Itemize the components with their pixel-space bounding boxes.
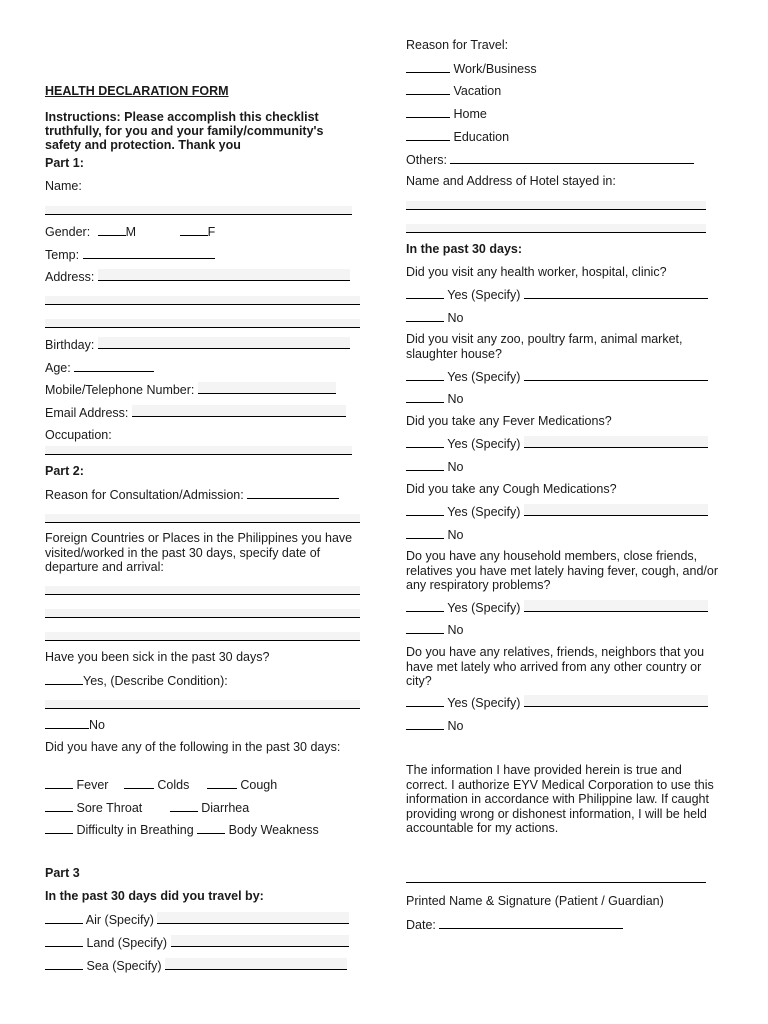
birthday-field[interactable] — [98, 337, 350, 349]
q2-yes-blank[interactable] — [406, 369, 444, 381]
q3-no-row — [406, 459, 463, 475]
education-blank[interactable] — [406, 129, 450, 141]
q-relatives: Do you have any relatives, friends, neighbors that you have met lately who arrived from any other country or city? — [406, 645, 705, 688]
q2-no-blank[interactable] — [406, 391, 444, 403]
body-weakness-label: Body Weakness — [228, 823, 319, 837]
land-label: Land (Specify) — [86, 936, 168, 950]
instructions: Instructions: Please accomplish this checklist truthfully, for you and your family/community's safety and protection. Thank you — [45, 110, 324, 152]
q-zoo: Did you visit any zoo, poultry farm, animal market, slaughter house? — [406, 332, 683, 361]
q6-no-row — [406, 718, 463, 734]
education-row — [406, 129, 509, 145]
date-label: Date: — [406, 918, 436, 932]
temp-blank[interactable] — [83, 247, 215, 259]
q6-yes-blank[interactable] — [406, 695, 444, 707]
air-blank[interactable] — [45, 912, 83, 924]
reason-field-2[interactable] — [45, 514, 360, 523]
land-blank[interactable] — [45, 935, 83, 947]
gender-male-label: M — [125, 225, 137, 239]
q6-specify-field[interactable] — [524, 695, 708, 707]
mobile-field[interactable] — [198, 382, 336, 394]
gender-row — [45, 224, 215, 240]
foreign-field-3[interactable] — [45, 632, 360, 641]
form-title: HEALTH DECLARATION FORM — [45, 84, 229, 98]
age-label: Age: — [45, 361, 71, 375]
colds-blank[interactable] — [124, 777, 154, 789]
q1-specify-blank[interactable] — [524, 287, 708, 299]
q-health-worker: Did you visit any health worker, hospital, clinic? — [406, 265, 667, 279]
gender-label: Gender: — [45, 225, 91, 239]
q4-yes-blank[interactable] — [406, 504, 444, 516]
mobile-label: Mobile/Telephone Number: — [45, 383, 195, 397]
sea-blank[interactable] — [45, 958, 83, 970]
q4-yes-row — [406, 504, 708, 520]
q3-no-label: No — [447, 460, 464, 474]
q4-no-label: No — [447, 528, 464, 542]
symptoms-row-1 — [45, 777, 277, 793]
home-blank[interactable] — [406, 106, 450, 118]
land-specify-field[interactable] — [171, 935, 349, 947]
part3-heading: Part 3 — [45, 866, 80, 880]
q5-yes-row — [406, 600, 708, 616]
sea-specify-field[interactable] — [165, 958, 347, 970]
hotel-field-1[interactable] — [406, 201, 706, 210]
air-specify-field[interactable] — [157, 912, 349, 924]
sore-throat-blank[interactable] — [45, 800, 73, 812]
sick-yes-blank[interactable] — [45, 673, 83, 685]
sick-question: Have you been sick in the past 30 days? — [45, 650, 270, 664]
q1-yes-label: Yes (Specify) — [447, 288, 521, 302]
occupation-field[interactable] — [45, 446, 352, 455]
sea-row — [45, 958, 347, 974]
declaration-text: The information I have provided herein is true and correct. I authorize EYV Medical Corporation to use this information in accordance with Philippine law. If caught providing wrong or dishonest information, I will be held accountable for my actions. — [406, 763, 714, 835]
reason-label: Reason for Consultation/Admission: — [45, 488, 244, 502]
q3-yes-label: Yes (Specify) — [447, 437, 521, 451]
email-label: Email Address: — [45, 406, 129, 420]
q6-yes-label: Yes (Specify) — [447, 696, 521, 710]
q3-specify-field[interactable] — [524, 436, 708, 448]
email-field[interactable] — [132, 405, 346, 417]
address-label: Address: — [45, 270, 95, 284]
name-label: Name: — [45, 179, 82, 193]
date-row — [406, 917, 623, 933]
home-row — [406, 106, 487, 122]
q5-yes-label: Yes (Specify) — [447, 601, 521, 615]
reason-blank[interactable] — [247, 487, 339, 499]
name-field[interactable] — [45, 206, 352, 215]
vacation-row — [406, 83, 501, 99]
gender-female-blank[interactable] — [180, 224, 208, 236]
vacation-blank[interactable] — [406, 83, 450, 95]
q6-no-blank[interactable] — [406, 718, 444, 730]
sick-yes-row — [45, 673, 228, 689]
difficulty-blank[interactable] — [45, 822, 73, 834]
email-row — [45, 405, 346, 421]
signature-line[interactable] — [406, 874, 706, 883]
date-blank[interactable] — [439, 917, 623, 929]
work-label: Work/Business — [453, 62, 537, 76]
q2-specify-blank[interactable] — [524, 369, 708, 381]
age-row — [45, 360, 154, 376]
q5-no-label: No — [447, 623, 464, 637]
cough-label: Cough — [240, 778, 278, 792]
sick-no-label: No — [89, 718, 105, 732]
q1-yes-blank[interactable] — [406, 287, 444, 299]
q-cough-meds: Did you take any Cough Medications? — [406, 482, 617, 496]
q-household: Do you have any household members, close friends, relatives you have met lately having fever, cough, and/or any respiratory problems? — [406, 549, 718, 592]
q2-no-label: No — [447, 392, 464, 406]
education-label: Education — [453, 130, 510, 144]
foreign-field-1[interactable] — [45, 586, 360, 595]
q4-no-row — [406, 527, 463, 543]
symptoms-row-2 — [45, 800, 249, 816]
others-row — [406, 152, 694, 168]
symptoms-row-3 — [45, 822, 319, 838]
temp-label: Temp: — [45, 248, 80, 262]
age-blank[interactable] — [74, 360, 154, 372]
address-row — [45, 269, 350, 285]
q2-no-row — [406, 391, 463, 407]
home-label: Home — [453, 107, 487, 121]
diarrhea-label: Diarrhea — [201, 801, 250, 815]
q4-no-blank[interactable] — [406, 527, 444, 539]
q-fever-meds: Did you take any Fever Medications? — [406, 414, 612, 428]
part2-heading: Part 2: — [45, 464, 84, 478]
part1-heading: Part 1: — [45, 156, 84, 170]
hotel-field-2[interactable] — [406, 224, 706, 233]
others-blank[interactable] — [450, 152, 694, 164]
q5-specify-field[interactable] — [524, 600, 708, 612]
travel-question: In the past 30 days did you travel by: — [45, 889, 264, 903]
symptoms-question: Did you have any of the following in the past 30 days: — [45, 740, 341, 754]
hotel-label: Name and Address of Hotel stayed in: — [406, 174, 616, 188]
others-label: Others: — [406, 153, 447, 167]
colds-label: Colds — [157, 778, 190, 792]
q6-no-label: No — [447, 719, 464, 733]
sick-describe-field[interactable] — [45, 700, 360, 709]
fever-blank[interactable] — [45, 777, 73, 789]
mobile-row — [45, 382, 336, 398]
signature-label: Printed Name & Signature (Patient / Guardian) — [406, 894, 664, 908]
q5-no-blank[interactable] — [406, 622, 444, 634]
gender-male-blank[interactable] — [98, 224, 126, 236]
foreign-question: Foreign Countries or Places in the Philippines you have visited/worked in the past 30 days, specify date of departure and arrival: — [45, 531, 353, 574]
sick-no-blank[interactable] — [45, 717, 89, 729]
address-field-2[interactable] — [45, 296, 360, 305]
address-field-3[interactable] — [45, 319, 360, 328]
q3-yes-row — [406, 436, 708, 452]
q1-yes-row — [406, 287, 708, 303]
q4-yes-label: Yes (Specify) — [447, 505, 521, 519]
past30-heading: In the past 30 days: — [406, 242, 523, 256]
q6-yes-row — [406, 695, 708, 711]
q3-yes-blank[interactable] — [406, 436, 444, 448]
birthday-label: Birthday: — [45, 338, 95, 352]
q5-no-row — [406, 622, 463, 638]
gender-female-label: F — [207, 225, 216, 239]
foreign-field-2[interactable] — [45, 609, 360, 618]
air-label: Air (Specify) — [85, 913, 154, 927]
difficulty-label: Difficulty in Breathing — [76, 823, 194, 837]
sea-label: Sea (Specify) — [86, 959, 162, 973]
q2-yes-label: Yes (Specify) — [447, 370, 521, 384]
body-weakness-blank[interactable] — [197, 822, 225, 834]
reason-travel-heading: Reason for Travel: — [406, 38, 509, 52]
sick-no-row — [45, 717, 105, 733]
reason-row — [45, 487, 339, 503]
work-row — [406, 61, 537, 77]
occupation-label: Occupation: — [45, 428, 112, 442]
land-row — [45, 935, 349, 951]
air-row — [45, 912, 349, 928]
q1-no-blank[interactable] — [406, 310, 444, 322]
q4-specify-field[interactable] — [524, 504, 708, 516]
diarrhea-blank[interactable] — [170, 800, 198, 812]
cough-blank[interactable] — [207, 777, 237, 789]
sore-throat-label: Sore Throat — [76, 801, 143, 815]
sick-yes-label: Yes, (Describe Condition): — [83, 674, 228, 688]
q1-no-label: No — [447, 311, 464, 325]
vacation-label: Vacation — [453, 84, 502, 98]
work-blank[interactable] — [406, 61, 450, 73]
fever-label: Fever — [76, 778, 109, 792]
q2-yes-row — [406, 369, 708, 385]
birthday-row — [45, 337, 350, 353]
temp-row — [45, 247, 215, 263]
address-field-1[interactable] — [98, 269, 350, 281]
q1-no-row — [406, 310, 463, 326]
q5-yes-blank[interactable] — [406, 600, 444, 612]
q3-no-blank[interactable] — [406, 459, 444, 471]
